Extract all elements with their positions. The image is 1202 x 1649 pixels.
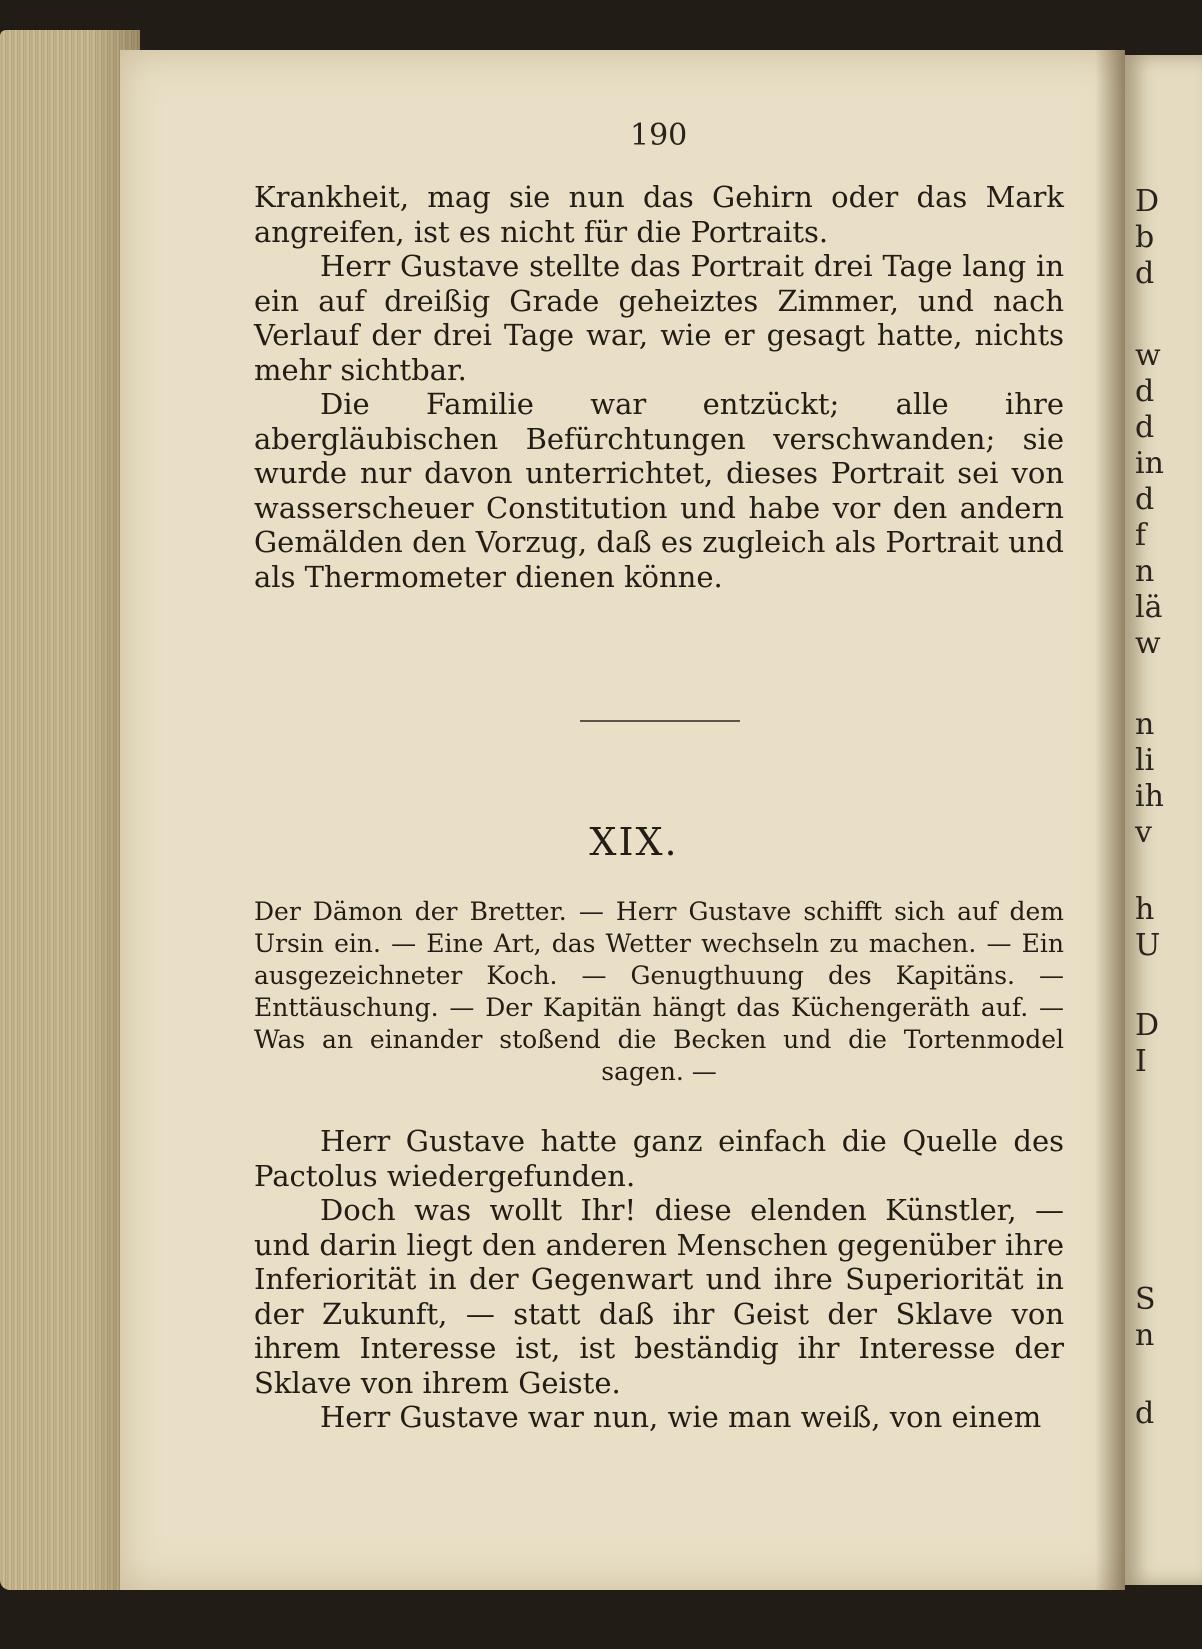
- chapter-summary: Der Dämon der Bretter. — Herr Gustave schifft sich auf dem Ursin ein. — Eine Art, das Wetter wechseln zu machen. — Ein ausgezeichneter Koch. — Genugthuung des Kapitäns. — Enttäuschung. — Der Kapitän hängt das Küchengeräth auf. — Was an einander stoßend die Becken und die Tortenmodel sagen. —: [254, 897, 1064, 1086]
- right-page-fragment: in: [1135, 446, 1164, 481]
- right-page-fragment: I: [1135, 1044, 1147, 1079]
- section-divider: [580, 720, 740, 722]
- paragraph: Herr Gustave hatte ganz einfach die Quelle des Pactolus wiedergefunden.: [254, 1124, 1064, 1193]
- text-block-bottom: [254, 1124, 1064, 1435]
- right-page-fragment: D: [1135, 184, 1160, 219]
- right-page-fragment: h: [1135, 892, 1155, 927]
- right-page-fragment: v: [1135, 815, 1152, 850]
- right-page-fragment: w: [1135, 338, 1161, 373]
- right-page-fragment: w: [1135, 626, 1161, 661]
- right-page-fragment: f: [1135, 518, 1147, 553]
- paragraph: Herr Gustave war nun, wie man weiß, von einem: [320, 1400, 1042, 1434]
- right-page-fragment: n: [1135, 707, 1155, 742]
- page-number: 190: [630, 118, 688, 153]
- right-page-fragment: d: [1135, 374, 1155, 409]
- paragraph: Krankheit, mag sie nun das Gehirn oder das Mark angreifen, ist es nicht für die Portraits.: [254, 180, 1064, 249]
- paragraph: Doch was wollt Ihr! diese elenden Künstler, — und darin liegt den anderen Menschen gegenüber ihre Inferiorität in der Gegenwart und ihre Superiorität in der Zukunft, — statt daß ihr Geist der Sklave von ihrem Interesse ist, ist beständig ihr Interesse der Sklave von ihrem Geiste.: [254, 1193, 1064, 1400]
- right-page-fragment: S: [1135, 1282, 1156, 1317]
- right-page-fragment: ih: [1135, 779, 1164, 814]
- right-page-fragment: D: [1135, 1008, 1160, 1043]
- text-block-top: [254, 180, 1064, 594]
- right-page-fragment: n: [1135, 554, 1155, 589]
- chapter-title: XIX.: [589, 820, 679, 864]
- right-page-fragment: d: [1135, 256, 1155, 291]
- paragraph: Die Familie war entzückt; alle ihre abergläubischen Befürchtungen verschwanden; sie wurde nur davon unterrichtet, dieses Portrait sei von wasserscheuer Constitution und habe vor den andern Gemälden den Vorzug, daß es zugleich als Portrait und als Thermometer dienen könne.: [254, 387, 1064, 594]
- paragraph: Herr Gustave stellte das Portrait drei Tage lang in ein auf dreißig Grade geheiztes Zimmer, und nach Verlauf der drei Tage war, wie er gesagt hatte, nichts mehr sichtbar.: [254, 249, 1064, 387]
- right-page-fragment: d: [1135, 410, 1155, 445]
- right-page-fragment: lä: [1135, 590, 1163, 625]
- right-page-fragment: n: [1135, 1318, 1155, 1353]
- right-page-fragment: d: [1135, 1396, 1155, 1431]
- right-page-fragment: li: [1135, 743, 1155, 778]
- right-page-fragment: U: [1135, 928, 1161, 963]
- right-page-fragment: d: [1135, 482, 1155, 517]
- right-page-fragment: b: [1135, 220, 1155, 255]
